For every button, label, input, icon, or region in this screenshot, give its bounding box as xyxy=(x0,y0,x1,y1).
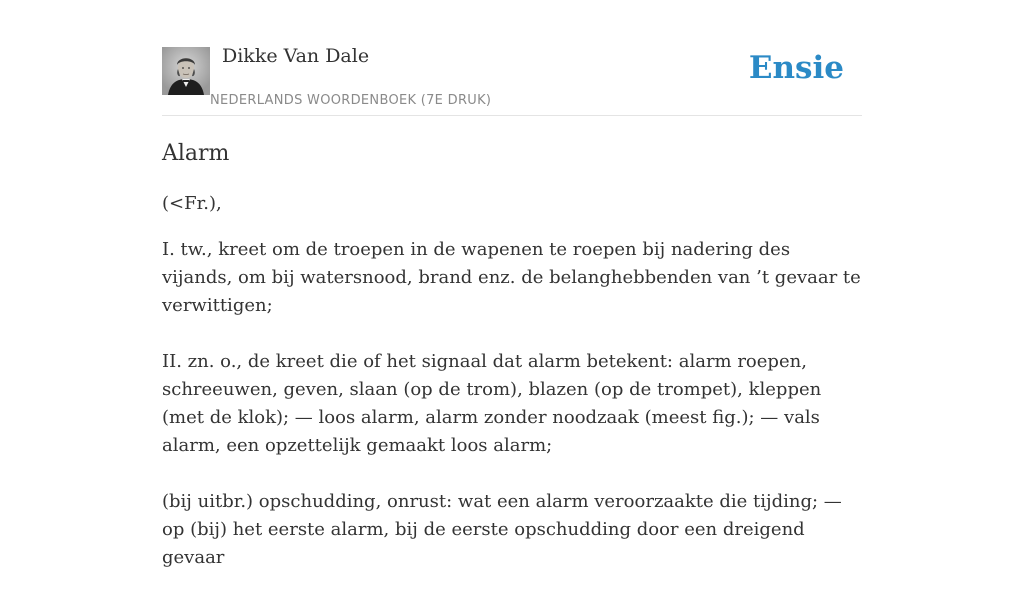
portrait-photo-icon xyxy=(162,47,210,95)
entry-title: Alarm xyxy=(162,141,230,166)
header xyxy=(162,40,862,116)
avatar[interactable] xyxy=(162,47,210,95)
site-logo[interactable]: Ensie xyxy=(748,50,844,86)
etymology: (<Fr.), xyxy=(162,193,222,214)
entry-text xyxy=(162,190,862,572)
author-name[interactable]: Dikke Van Dale xyxy=(222,45,370,67)
source-name[interactable]: NEDERLANDS WOORDENBOEK (7E DRUK) xyxy=(210,93,492,108)
definition-1: I. tw., kreet om de troepen in de wapenen te roepen bij nadering des vijands, om bij watersnood, brand enz. de belanghebbenden van ’t gevaar te verwittigen; xyxy=(162,239,861,316)
definition-2: II. zn. o., de kreet die of het signaal dat alarm betekent: alarm roepen, schreeuwen, geven, slaan (op de trom), blazen (op de trompet), kleppen (met de klok); — loos alarm, alarm zonder noodzaak (meest fig.); — vals alarm, een opzettelijk gemaakt loos alarm; xyxy=(162,351,822,456)
definition-3: (bij uitbr.) opschudding, onrust: wat een alarm veroorzaakte die tijding; — op (bij) het eerste alarm, bij de eerste opschudding door een dreigend gevaar xyxy=(162,491,842,568)
entry xyxy=(162,138,862,590)
